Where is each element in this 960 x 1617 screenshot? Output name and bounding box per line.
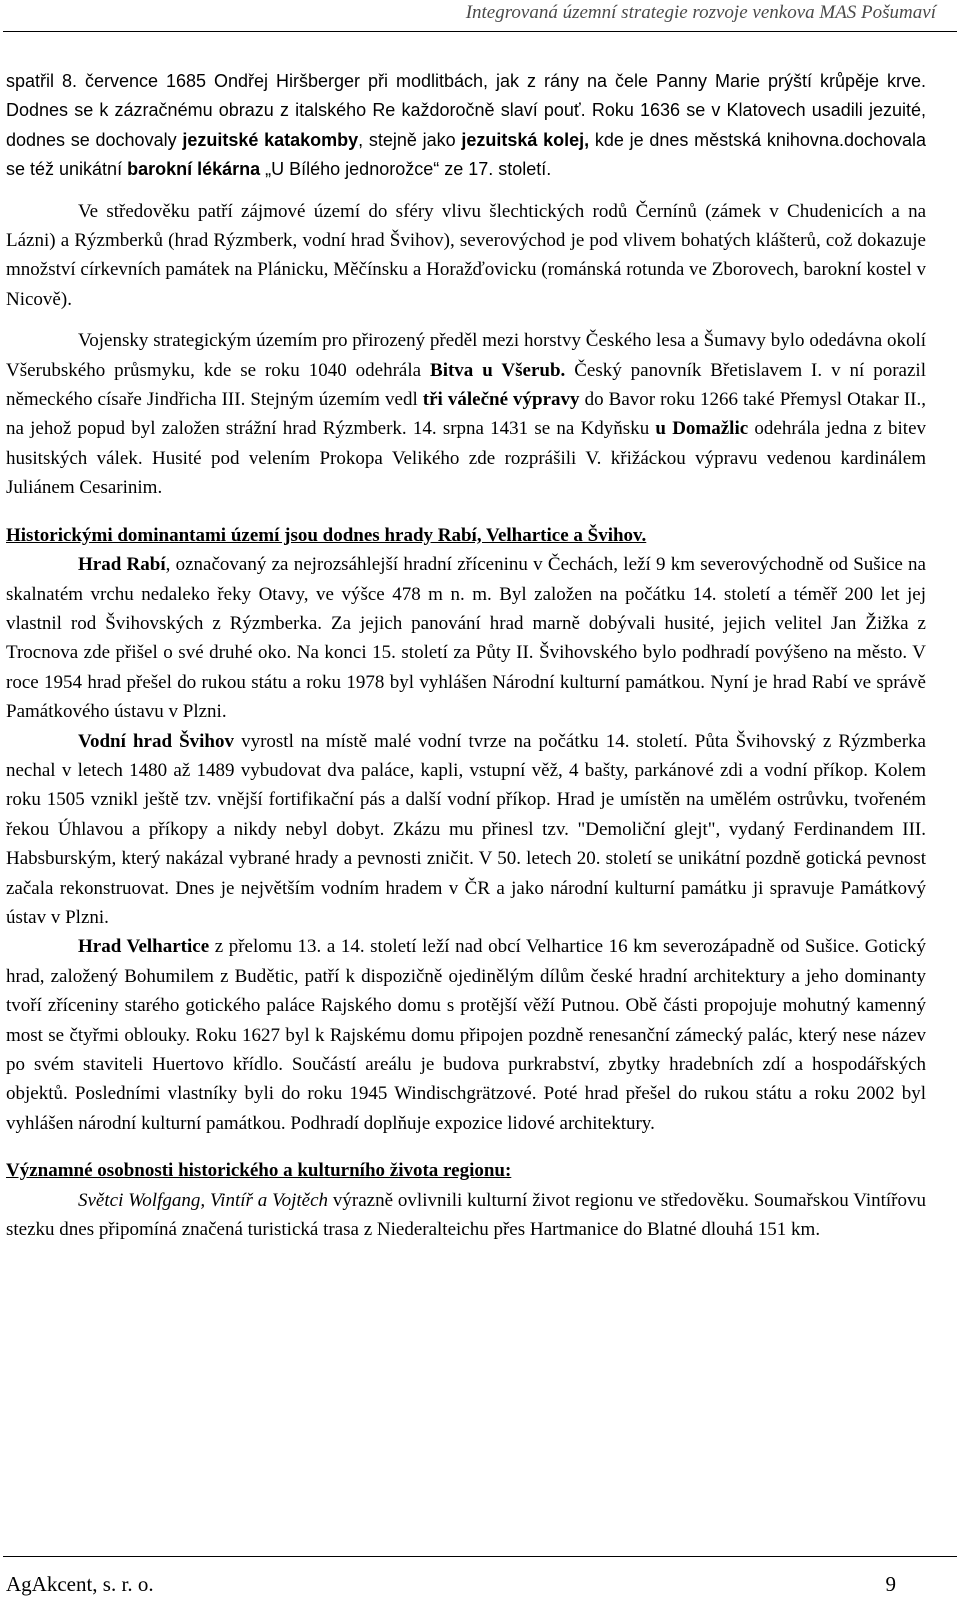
footer-company: AgAkcent, s. r. o.	[6, 1572, 154, 1596]
page-number: 9	[885, 1572, 896, 1596]
footer-rule	[3, 1556, 957, 1557]
paragraph-rabi: Hrad Rabí, označovaný za nejrozsáhlejší hradní zříceninu v Čechách, leží 9 km severovýchodně od Sušice na skalnatém vrchu nedaleko řeky Otavy, ve výšce 478 m n. m. Byl založen na počátku 14. století a téměř 200 let jej vlastnil rod Švihovských z Rýzmberka. Za jejich panování hrad marně dobývali husité, jejich velitel Jan Žižka z Trocnova zde přišel o své druhé oko. Na konci 15. století za Půty II. Švihovského bylo podhradí povýšeno na město. V roce 1954 hrad přešel do rukou státu a roku 1978 byl vyhlášen Národní kulturní památkou. Nyní je hrad Rabí ve správě Památkového ústavu v Plzni.	[6, 554, 926, 723]
heading-personalities: Významné osobnosti historického a kulturního života regionu:	[6, 1160, 512, 1182]
paragraph-middle-ages: Ve středověku patří zájmové území do sféry vlivu šlechtických rodů Černínů (zámek v Chudenicích a na Lázni) a Rýzmberků (hrad Rýzmberk, vodní hrad Švihov), severovýchod je pod vlivem bohatých klášterů, což dokazuje množství církevních památek na Plánicku, Měčínsku a Horažďovicku (románská rotunda ve Zborovech, barokní kostel v Nicově).	[6, 200, 926, 310]
paragraph-svihov: Vodní hrad Švihov vyrostl na místě malé vodní tvrze na počátku 14. století. Půta Švihovský z Rýzmberka nechal v letech 1480 až 1489 vybudovat dva paláce, kapli, vstupní věž, 4 bašty, parkánové zdi a vodní příkop. Kolem roku 1505 vznikl ještě tzv. vnější fortifikační pás a další vodní příkop. Hrad je umístěn na umělém ostrůvku, tvořeném řekou Úhlavou a příkopy a nikdy nebyl dobyt. Zkázu mu přinesl tzv. "Demoliční glejt", vydaný Ferdinandem III. Habsburským, který nakázal vybrané hrady a pevnosti zničit. V 50. letech 20. století se unikátní pozdně gotická pevnost začala rekonstruovat. Dnes je největším vodním hradem v ČR a jako národní kulturní památku ji spravuje Památkový ústav v Plzni.	[6, 730, 926, 928]
paragraph-military: Vojensky strategickým územím pro přirozený předěl mezi horstvy Českého lesa a Šumavy bylo odedávna okolí Všerubského průsmyku, kde se roku 1040 odehrála Bitva u Všerub. Český panovník Břetislavem I. v ní porazil německého císaře Jindřicha III. Stejným územím vedl tři válečné výpravy do Bavor roku 1266 také Přemysl Otakar II., na jehož popud byl založen strážní hrad Rýzmberk. 14. srpna 1431 se na Kdyňsku u Domažlic odehrála jedna z bitev husitských válek. Husité pod velením Prokopa Velikého zde rozprášili V. křižáckou výpravu vedenou kardinálem Juliánem Cesarinim.	[6, 330, 927, 499]
document-body	[6, 67, 926, 1244]
header-rule	[3, 31, 957, 32]
page-header	[0, 0, 960, 42]
heading-castles: Historickými dominantami území jsou dodnes hrady Rabí, Velhartice a Švihov.	[6, 524, 647, 546]
paragraph-velhartice: Hrad Velhartice z přelomu 13. a 14. století leží nad obcí Velhartice 16 km severozápadně od Sušice. Gotický hrad, založený Bohumilem z Budětic, patří k dispozičně ojedinělým dílům české hradní architektury a jeho dominanty tvoří zříceniny starého gotického paláce Rajského domu s protější věží Putnou. Obě části propojuje mohutný kamenný most se čtyřmi oblouky. Roku 1627 byl k Rajskému domu připojen pozdně renesanční zámecký palác, který nese název po svém staviteli Huertovo křídlo. Součástí areálu je budova purkrabství, zbytky hradebních zdí a hospodářských objektů. Posledními vlastníky byli do roku 1945 Windischgrätzové. Poté hrad přešel do rukou státu a roku 2002 byl vyhlášen národní kulturní památkou. Podhradí doplňuje expozice lidové architektury.	[6, 936, 926, 1134]
paragraph-jesuits: spatřil 8. července 1685 Ondřej Hiršberger při modlitbách, jak z rány na čele Panny Marie prýští krůpěje krve. Dodnes se k zázračnému obrazu z italského Re každoročně slaví pouť. Roku 1636 se v Klatovech usadili jezuité, dodnes se dochovaly jezuitské katakomby, stejně jako jezuitská kolej, kde je dnes městská knihovna.dochovala se též unikátní barokní lékárna „U Bílého jednorožce“ ze 17. století.	[6, 71, 927, 180]
paragraph-saints: Světci Wolfgang, Vintíř a Vojtěch výrazně ovlivnili kulturní život regionu ve středověku. Soumařskou Vintířovu stezku dnes připomíná značená turistická trasa z Niederalteichu přes Hartmanice do Blatné dlouhá 151 km.	[6, 1189, 926, 1241]
header-title: Integrovaná územní strategie rozvoje venkova MAS Pošumaví	[465, 2, 936, 23]
page-footer	[0, 1556, 960, 1617]
